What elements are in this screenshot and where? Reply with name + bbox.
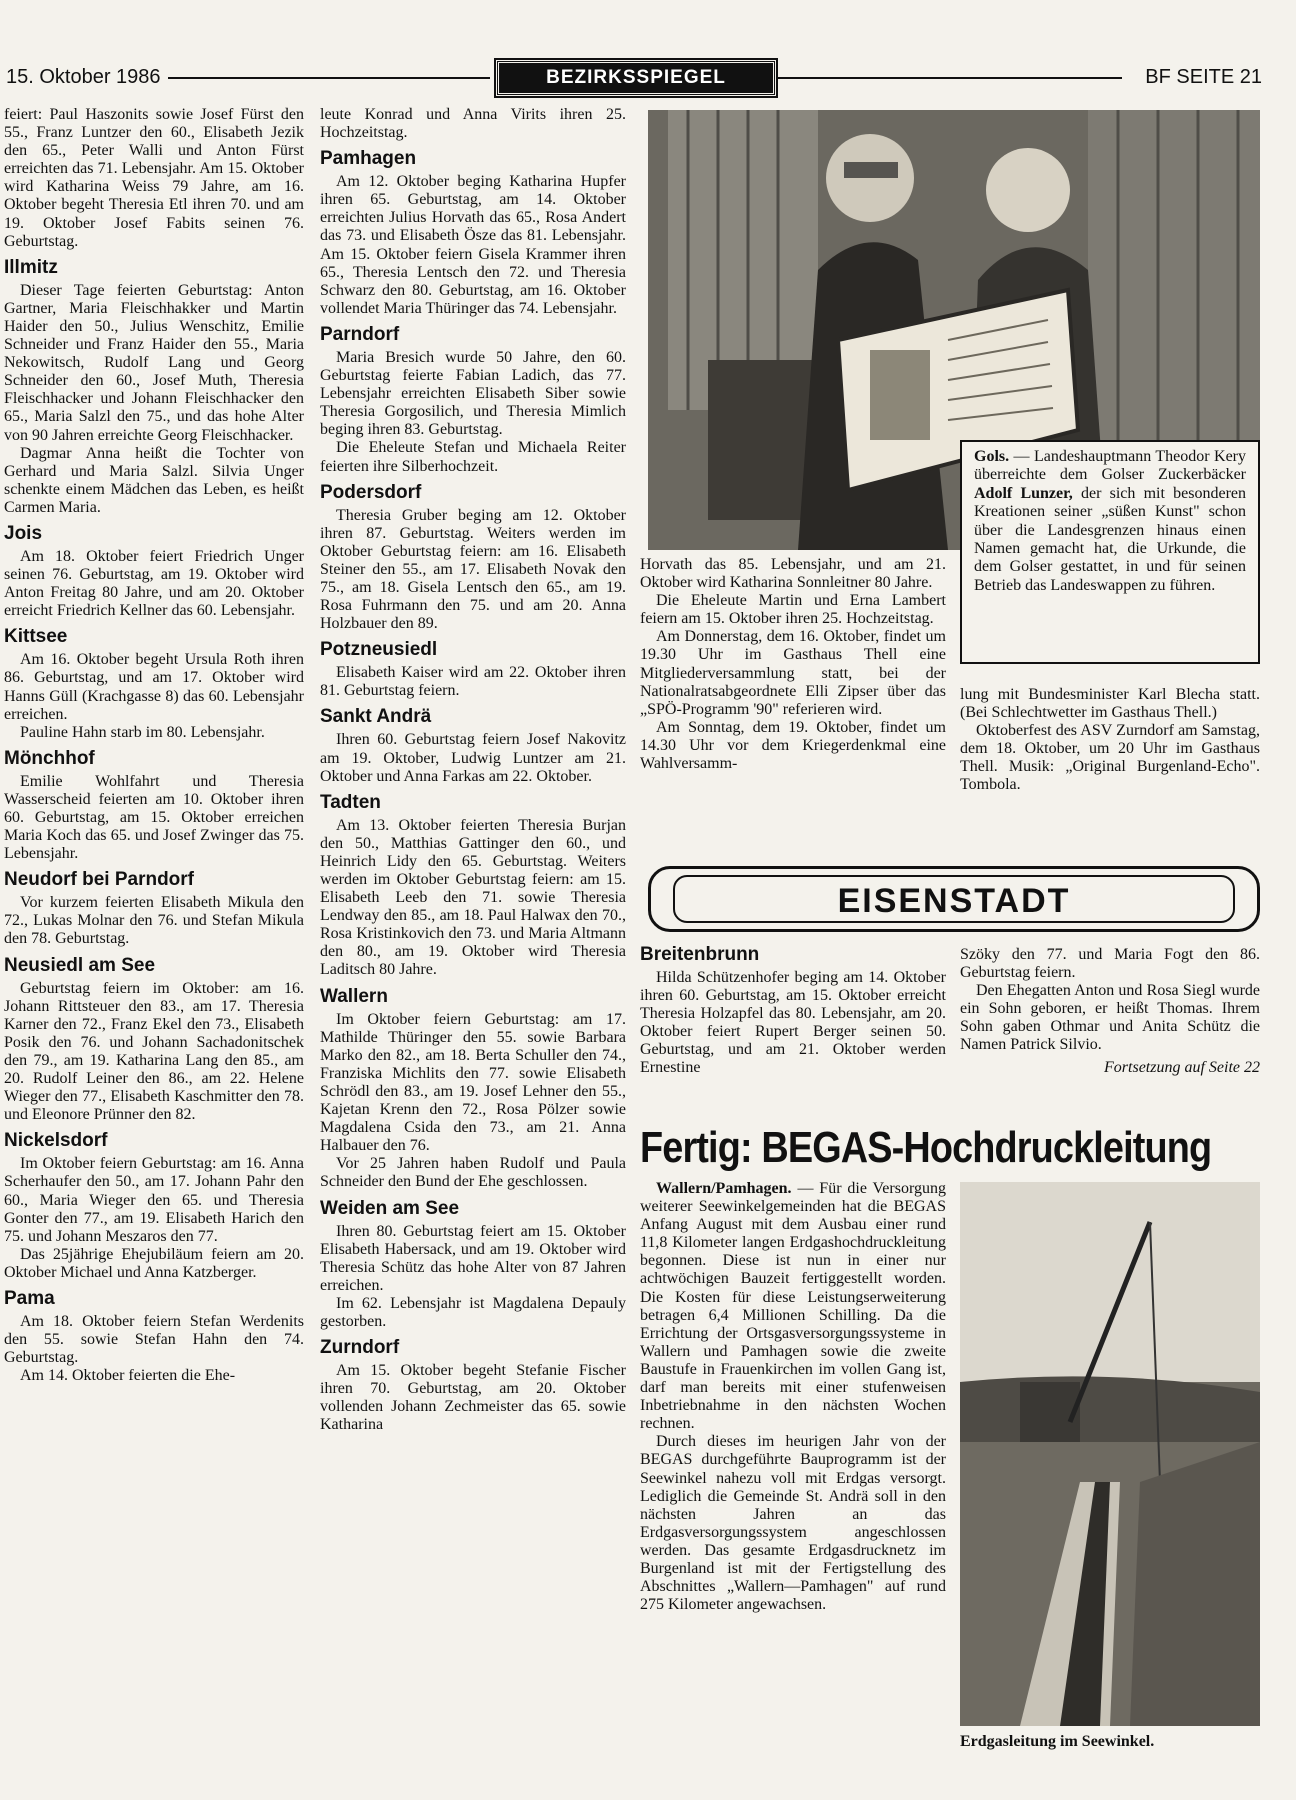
town-heading: Breitenbrunn [640,944,760,965]
paragraph: Die Eheleute Martin und Erna Lambert feiern am 15. Oktober ihren 25. Hochzeitstag. [640,592,946,628]
paragraph: Am 16. Oktober begeht Ursula Roth ihren 86. Geburtstag, und am 17. Oktober wird Hanns Güll (Krachgasse 8) das 60. Lebensjahr erreichen. [4,651,304,723]
town-heading: Podersdorf [320,481,422,503]
paragraph: Am 13. Oktober feierten Theresia Burjan den 50., Matthias Gattinger den 60., und Heinrich Lidy den 65. Geburtstag. Weiters werden im Oktober Geburtstag feiern: am 15. Elisabeth Leeb den 71. sowie Theresia Lendway den 85., am 18. Paul Halwax den 70., Rosa Kristinkovich den 73. und Maria Altmann den 80., am 19. Oktober wird Theresia Laditsch 80 Jahre. [320,816,626,979]
caption-text: — Landeshauptmann Theodor Kery überreichte dem Golser Zuckerbäcker [974,448,1246,484]
column-3 [640,556,946,846]
pipeline-photo [960,1182,1260,1726]
header-rule-right [776,77,1122,79]
paragraph: Die Eheleute Stefan und Michaela Reiter feierten ihre Silberhochzeit. [320,439,626,475]
section-title: BEZIRKSSPIEGEL [496,60,776,96]
eisenstadt-banner [648,866,1260,932]
town-heading: Illmitz [4,256,58,278]
town-heading: Neudorf bei Parndorf [4,869,195,891]
continued-note: Fortsetzung auf Seite 22 [1104,1058,1260,1076]
town-heading: Weiden am See [320,1197,460,1219]
town-heading: Zurndorf [320,1337,400,1359]
paragraph: Am 12. Oktober beging Katharina Hupfer ihren 65. Geburtstag, am 14. Oktober erreichten Julius Horvath das 65., Rosa Andert das 73. und Elisabeth Ösze das 81. Lebensjahr. Am 15. Oktober feiern Gisela Krammer ihren 65., Theresia Lentsch den 72. und Theresia Schwarz den 80. Geburtstag, am 16. Oktober vollendet Maria Thüringer das 74. Lebensjahr. [320,173,626,317]
town-heading: Nickelsdorf [4,1130,108,1152]
pipeline-photo-caption: Erdgasleitung im Seewinkel. [960,1733,1155,1750]
article-text: — Für die Versorgung weiterer Seewinkelgemeinden hat die BEGAS Anfang August mit dem Ausbau einer rund 11,8 Kilometer langen Erdgashochdruckleitung begonnen. Diese ist nun in einer nur achtwöchigen Bauzeit fertiggestellt worden. Die Kosten für diese Leistungserweiterung betragen 6,4 Millionen Schilling. Da die Errichtung der Ortsgasversorgungssysteme in Wallern und Pamhagen sowie die zweite Baustufe in Frauenkirchen im vollen Gang ist, darf man bereits mit einer stufenweisen Inbetriebnahme in den nächsten Wochen rechnen. [640,1180,946,1433]
paragraph: Im Oktober feiern Geburtstag: am 16. Anna Scherhaufer den 50., am 17. Johann Pahr den 60., Maria Wieger den 65. und Theresia Gonter den 77., am 19. Elisabeth Harich den 75. und Johann Meszaros den 77. [4,1155,304,1245]
paragraph: Im 62. Lebensjahr ist Magdalena Depauly gestorben. [320,1294,626,1330]
eisenstadt-column-right [960,946,1260,1106]
paragraph: Den Ehegatten Anton und Rosa Siegl wurde ein Sohn geboren, er heißt Thomas. Ihrem Sohn gaben Othmar und Anita Schütz die Namen Patrick Silvio. [960,982,1260,1054]
paragraph: Szöky den 77. und Maria Fogt den 86. Geburtstag feiern. [960,946,1260,982]
paragraph: Dieser Tage feierten Geburtstag: Anton Gartner, Maria Fleischhakker und Martin Haider den 50., Julius Wenschitz, Emilie Schneider und Franz Haider den 55., Maria Nekowitsch, Rudolf Lang und Georg Schneider den 60., Josef Muth, Theresia Fleischhacker und Johann Fleischhacker den 65., Maria Salzl den 75., und das hohe Alter von 90 Jahren erreichte Georg Fleischhacker. [4,281,304,444]
pipeline-photo-image [960,1182,1260,1726]
paragraph: Emilie Wohlfahrt und Theresia Wasserscheid feierten am 10. Oktober ihren 60. Geburtstag, am 15. Oktober erreichen Maria Koch das 65. und Josef Zwinger das 75. Lebensjahr. [4,772,304,863]
paragraph: Am 18. Oktober feiert Friedrich Unger seinen 76. Geburtstag, am 19. Oktober wird Anton Freitag 80 Jahre, und am 20. Oktober erreicht Friedrich Kellner das 60. Lebensjahr. [4,547,304,620]
town-heading: Sankt Andrä [320,706,432,728]
paragraph: Vor 25 Jahren haben Rudolf und Paula Schneider den Bund der Ehe geschlossen. [320,1155,626,1191]
paragraph: Im Oktober feiern Geburtstag: am 17. Mathilde Thüringer den 55. sowie Barbara Marko den 82., am 18. Berta Schuller den 74., Franziska Michlits den 77. sowie Elisabeth Schrödl den 83., am 19. Josef Lehner den 55., Kajetan Krenn den 72., Rosa Pölzer sowie Magdalena Csida den 73., am 21. Anna Halbauer den 76. [320,1010,626,1155]
town-heading: Wallern [320,985,388,1007]
paragraph: Theresia Gruber beging am 12. Oktober ihren 87. Geburtstag. Weiters werden im Oktober Geburtstag feiern: am 16. Elisabeth Steiner den 55., am 17. Elisabeth Novak den 75., am 18. Gisela Lentsch den 65., am 19. Rosa Fuhrmann den 75. und am 20. Anna Holzbauer den 89. [320,506,626,633]
issue-date: 15. Oktober 1986 [6,66,161,88]
town-heading: Pama [4,1287,55,1309]
paragraph: Am Donnerstag, dem 16. Oktober, findet um 19.30 Uhr im Gasthaus Thell eine Mitgliederversammlung statt, bei der Nationalratsabgeordnete Elli Zipser über das „SPÖ-Programm '90" referieren wird. [640,628,946,718]
paragraph: Hilda Schützenhofer beging am 14. Oktober ihren 60. Geburtstag, am 15. Oktober erreicht Theresia Holzapfel das 80. Lebensjahr, am 20. Oktober feiert Rupert Berger seinen 50. Geburtstag, und am 21. Oktober werden Ernestine [640,969,946,1077]
paragraph: Maria Bresich wurde 50 Jahre, den 60. Geburtstag feierte Fabian Ladich, das 77. Lebensjahr erreichten Elisabeth Siber sowie Theresia Gorgosilich, und Theresia Mimlich beging ihren 83. Geburtstag. [320,348,626,439]
caption-place: Gols. [974,448,1010,465]
begas-article [640,1180,946,1788]
town-heading: Jois [4,522,43,544]
town-heading: Potzneusiedl [320,639,438,661]
column-4 [960,686,1260,846]
town-heading: Mönchhof [4,747,95,769]
paragraph: Horvath das 85. Lebensjahr, und am 21. Oktober wird Katharina Sonnleitner 80 Jahre. [640,556,946,592]
photo-caption-box [960,440,1260,664]
paragraph: leute Konrad und Anna Virits ihren 25. Hochzeitstag. [320,106,626,142]
column-2 [320,106,626,1786]
eisenstadt-banner-title: EISENSTADT [673,875,1235,923]
page-number: BF SEITE 21 [1145,66,1262,88]
paragraph: Am 18. Oktober feiern Stefan Werdenits den 55. sowie Stefan Hahn den 74. Geburtstag. [4,1312,304,1367]
article-place: Wallern/Pamhagen. [656,1180,792,1197]
caption-name: Adolf Lunzer, [974,484,1073,502]
paragraph: Das 25jährige Ehejubiläum feiern am 20. Oktober Michael und Anna Katzberger. [4,1245,304,1281]
paragraph: Geburtstag feiern im Oktober: am 16. Johann Rittsteuer den 83., am 17. Theresia Karner den 72., Franz Ekel den 73., Elisabeth Posik den 76. und Johann Sachadonitschek den 79., am 19. Katharina Lang den 85., am 20. Rudolf Leiner den 86., am 22. Helene Wieger den 77., Elisabeth Kaschmitter den 78. und Eleonore Prünner den 82. [4,979,304,1124]
paragraph: Pauline Hahn starb im 80. Lebensjahr. [20,723,265,741]
paragraph: Durch dieses im heurigen Jahr von der BEGAS durchgeführte Bauprogramm ist der Seewinkel nahezu voll mit Erdgas versorgt. Lediglich die Gemeinde St. Andrä soll in den nächsten Jahren an das Erdgasversorgungssystem angeschlossen werden. Das gesamte Erdgasdrucknetz im Burgenland ist mit der Fertigstellung des Abschnittes „Wallern—Pamhagen" auf rund 275 Kilometer angewachsen. [640,1433,946,1614]
caption-text: der sich mit besonderen Kreationen seiner „süßen Kunst" schon über die Landesgrenzen hinaus einen Namen gemacht hat, die Urkunde, die dem Golser gestattet, in und für seinen Betrieb das Landeswappen zu führen. [974,484,1247,594]
paragraph: feiert: Paul Haszonits sowie Josef Fürst den 55., Franz Luntzer den 60., Elisabeth Jezik den 65., Peter Walli und Anton Fürst erreichten das 71. Lebensjahr. Am 15. Oktober wird Katharina Weiss 79 Jahre, am 16. Oktober begeht Theresia Etl ihren 70. und am 19. Oktober Josef Fabits seinen 76. Geburtstag. [4,106,304,250]
paragraph: Oktoberfest des ASV Zurndorf am Samstag, dem 18. Oktober, um 20 Uhr im Gasthaus Thell. Musik: „Original Burgenland-Echo". Tombola. [960,722,1260,794]
paragraph: Am 15. Oktober begeht Stefanie Fischer ihren 70. Geburtstag, am 20. Oktober vollenden Johann Zechmeister das 65. sowie Katharina [320,1362,626,1434]
paragraph: Vor kurzem feierten Elisabeth Mikula den 72., Lukas Molnar den 76. und Stefan Mikula den 78. Geburtstag. [4,894,304,948]
town-heading: Parndorf [320,323,400,345]
paragraph: Am Sonntag, dem 19. Oktober, findet um 14.30 Uhr vor dem Kriegerdenkmal eine Wahlversamm- [640,718,946,773]
paragraph: lung mit Bundesminister Karl Blecha statt. (Bei Schlechtwetter im Gasthaus Thell.) [960,686,1260,722]
paragraph: Ihren 60. Geburtstag feiern Josef Nakovitz am 19. Oktober, Ludwig Luntzer am 21. Oktober und Anna Farkas am 22. Oktober. [320,731,626,785]
begas-headline: Fertig: BEGAS-Hochdruckleitung [640,1123,1212,1172]
town-heading: Kittsee [4,626,68,648]
town-heading: Pamhagen [320,148,417,170]
town-heading: Tadten [320,791,381,813]
paragraph [640,1180,946,1433]
eisenstadt-column-left [640,944,946,1104]
paragraph: Ihren 80. Geburtstag feiert am 15. Oktober Elisabeth Habersack, und am 19. Oktober wird Theresia Schütz das hohe Alter von 87 Jahren erreichen. [320,1222,626,1294]
column-1 [4,106,304,1786]
town-heading: Neusiedl am See [4,954,156,976]
paragraph: Am 14. Oktober feierten die Ehe- [20,1367,236,1385]
header-rule-left [168,77,490,79]
paragraph: Dagmar Anna heißt die Tochter von Gerhard und Maria Salzl. Silvia Unger schenkte einem Mädchen das Leben, es heißt Carmen Maria. [4,444,304,516]
paragraph: Elisabeth Kaiser wird am 22. Oktober ihren 81. Geburtstag feiern. [320,664,626,700]
